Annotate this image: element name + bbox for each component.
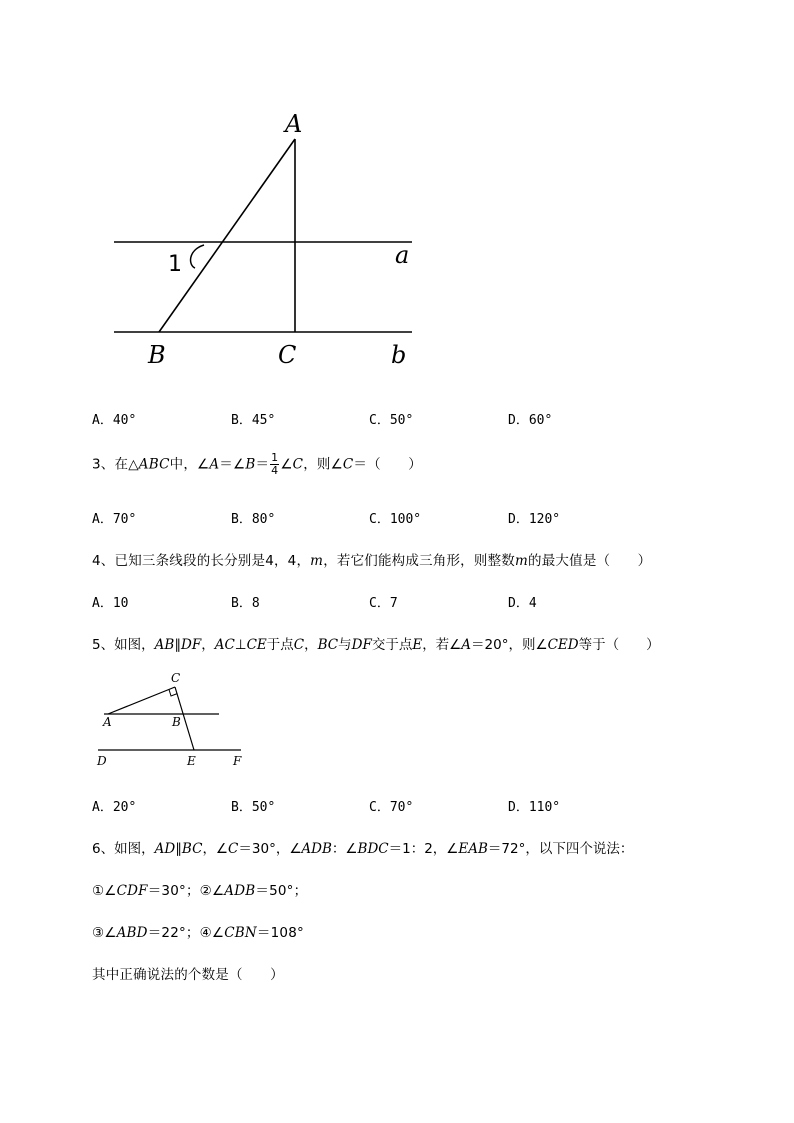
q5-option-d[interactable]: D．110° bbox=[508, 800, 561, 815]
q3-option-a[interactable]: A．70° bbox=[92, 512, 137, 527]
q3-option-d[interactable]: D．120° bbox=[508, 512, 561, 527]
label-F: F bbox=[233, 754, 242, 768]
figure-q5 bbox=[94, 668, 246, 772]
q5-option-a[interactable]: A．20° bbox=[92, 800, 137, 815]
q4-option-b[interactable]: B．8 bbox=[231, 596, 260, 611]
label-b: b bbox=[391, 341, 407, 369]
label-C: C bbox=[171, 671, 181, 685]
label-C: C bbox=[278, 341, 297, 369]
q4-option-a[interactable]: A．10 bbox=[92, 596, 129, 611]
label-A: A bbox=[103, 715, 112, 729]
q2-option-d[interactable]: D．60° bbox=[508, 413, 553, 428]
label-B: B bbox=[172, 715, 181, 729]
q3-option-c[interactable]: C．100° bbox=[369, 512, 422, 527]
label-B: B bbox=[148, 341, 166, 369]
q3-option-b[interactable]: B．80° bbox=[231, 512, 276, 527]
question-4: 4、已知三条线段的长分别是4，4，m，若它们能构成三角形，则整数m的最大值是（ ） bbox=[92, 553, 652, 569]
segment-ab bbox=[159, 139, 295, 332]
q3-text: 3、在△ bbox=[92, 456, 139, 473]
q4-option-c[interactable]: C．7 bbox=[369, 596, 398, 611]
q5-option-c[interactable]: C．70° bbox=[369, 800, 414, 815]
q6-statements-1-2: ①∠CDF＝30°；②∠ADB＝50°； bbox=[92, 883, 308, 899]
label-a: a bbox=[395, 241, 410, 269]
q6-prompt: 其中正确说法的个数是（ ） bbox=[92, 967, 284, 983]
figure-parallel-lines-triangle bbox=[100, 105, 430, 375]
question-6: 6、如图，AD∥BC，∠C＝30°，∠ADB：∠BDC＝1：2，∠EAB＝72°，以下四个说法： bbox=[92, 841, 634, 857]
segment-ac bbox=[108, 687, 175, 714]
label-A: A bbox=[285, 110, 303, 138]
q2-option-a[interactable]: A．40° bbox=[92, 413, 137, 428]
label-D: D bbox=[97, 754, 107, 768]
q4-option-d[interactable]: D．4 bbox=[508, 596, 537, 611]
angle-1-arc bbox=[191, 245, 204, 268]
q2-option-b[interactable]: B．45° bbox=[231, 413, 276, 428]
label-E: E bbox=[187, 754, 196, 768]
q5-option-b[interactable]: B．50° bbox=[231, 800, 276, 815]
fraction-one-quarter: $\frac{1}{4}$ bbox=[271, 451, 279, 477]
q2-option-c[interactable]: C．50° bbox=[369, 413, 414, 428]
label-angle-1: 1 bbox=[168, 252, 182, 277]
question-3: 3、在△ABC中，∠A＝∠B＝ $\frac{1}{4}$ ∠C，则∠C＝（ ） bbox=[92, 451, 422, 477]
q6-statements-3-4: ③∠ABD＝22°；④∠CBN＝108° bbox=[92, 925, 304, 941]
question-5: 5、如图，AB∥DF，AC⊥CE于点C，BC与DF交于点E，若∠A＝20°，则∠CED等于（ ） bbox=[92, 637, 660, 653]
